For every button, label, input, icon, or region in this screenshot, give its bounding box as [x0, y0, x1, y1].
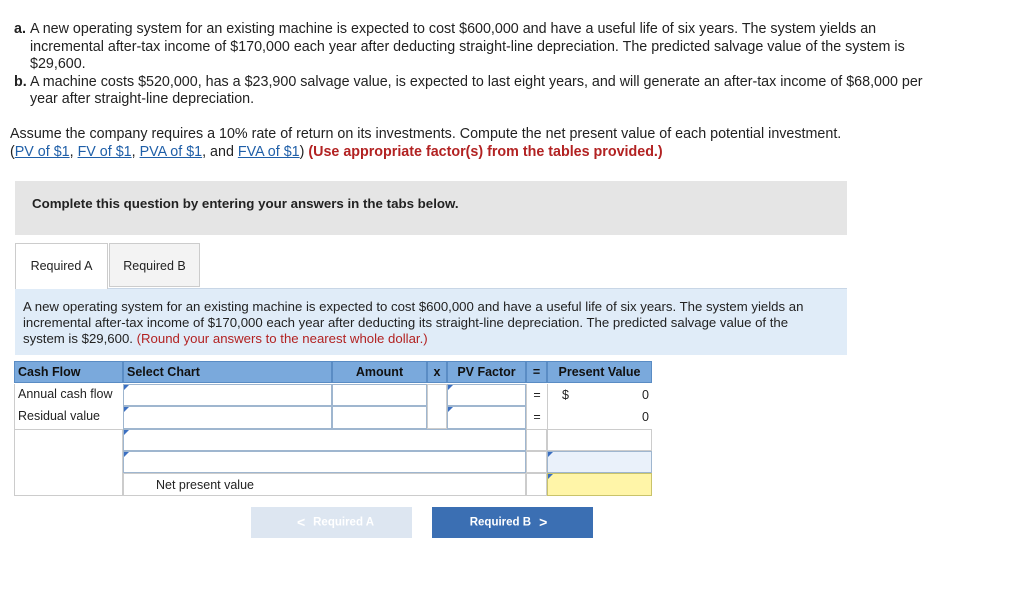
extra-equals-2 [526, 451, 547, 473]
assumption-text [10, 125, 1010, 161]
question-panel [15, 288, 847, 355]
pva-of-1-link[interactable]: PVA of $1 [139, 144, 203, 160]
rounding-note: (Round your answers to the nearest whole dollar.) [136, 331, 428, 346]
next-required-b-button[interactable] [432, 507, 593, 538]
header-equals: = [526, 361, 547, 383]
currency-symbol: $ [562, 388, 569, 402]
header-pv-factor: PV Factor [447, 361, 526, 383]
open-paren: ( [10, 144, 15, 160]
row-label-annual-cash-flow: Annual cash flow [14, 384, 123, 406]
part-b-label: b. [14, 73, 27, 90]
amount-input-residual[interactable] [332, 406, 427, 429]
select-chart-extra-1[interactable] [123, 429, 526, 451]
present-value-residual [547, 406, 652, 429]
select-chart-extra-2[interactable] [123, 451, 526, 473]
next-button-label: Required B [469, 516, 532, 529]
extra-equals-1 [526, 429, 547, 451]
npv-table [14, 361, 652, 496]
npv-total-input[interactable] [547, 473, 652, 496]
dropdown-marker-icon [448, 407, 453, 412]
npv-label: Net present value [123, 473, 526, 496]
chevron-left-icon: < [296, 514, 306, 530]
tab-required-a[interactable]: Required A [15, 243, 108, 289]
dropdown-marker-icon [124, 385, 129, 390]
present-value-residual-amount: 0 [642, 410, 649, 424]
part-a [14, 21, 934, 74]
close-paren: ) [299, 144, 305, 160]
part-a-text: A new operating system for an existing machine is expected to cost $600,000 and have a useful life of six years. The system yields an incremental after-tax income of $170,000 each year after deducting straight-line depreciation. The predicted salvage value of the system is $29,600. [30, 21, 905, 72]
chevron-right-icon: > [539, 514, 548, 530]
dropdown-marker-icon [448, 385, 453, 390]
complete-banner [15, 181, 847, 235]
dropdown-marker-icon [124, 407, 129, 412]
prev-button-label: Required A [313, 516, 375, 529]
problem-statement [14, 21, 934, 109]
table-links [10, 143, 1010, 161]
dropdown-marker-icon [548, 452, 553, 457]
question-text: A new operating system for an existing machine is expected to cost $600,000 and have a useful life of six years. The system yields an incremental after-tax income of $170,000 each year after deducting its straight-line depreciation. The predicted salvage value of the system is $29,600. [23, 299, 804, 346]
extra-pv-1 [547, 429, 652, 451]
present-value-annual [547, 384, 652, 406]
header-amount: Amount [332, 361, 427, 383]
pv-of-1-link[interactable]: PV of $1 [14, 144, 70, 160]
tab-required-b[interactable]: Required B [109, 243, 200, 287]
header-select-chart: Select Chart [123, 361, 332, 383]
pv-factor-input-annual[interactable] [447, 384, 526, 406]
dropdown-marker-icon [124, 430, 129, 435]
part-b [14, 74, 934, 109]
part-a-label: a. [14, 21, 26, 37]
equals-annual: = [526, 384, 547, 406]
extra-pv-input-2[interactable] [547, 451, 652, 473]
header-multiply: x [427, 361, 447, 383]
multiply-spacer [427, 384, 447, 429]
fva-of-1-link[interactable]: FVA of $1 [237, 144, 300, 160]
prev-required-a-button[interactable] [251, 507, 412, 538]
empty-label-cell [14, 429, 123, 496]
link-sep-1: , [69, 144, 78, 160]
complete-banner-text: Complete this question by entering your answers in the tabs below. [32, 196, 459, 211]
assumption-sentence: Assume the company requires a 10% rate of return on its investments. Compute the net present value of each potential investment. [10, 126, 842, 142]
select-chart-residual[interactable] [123, 406, 332, 429]
pv-factor-input-residual[interactable] [447, 406, 526, 429]
header-present-value: Present Value [547, 361, 652, 383]
link-sep-2: , [131, 144, 140, 160]
select-chart-annual[interactable] [123, 384, 332, 406]
row-label-residual-value: Residual value [14, 406, 123, 429]
npv-equals [526, 473, 547, 496]
dropdown-marker-icon [124, 452, 129, 457]
question-text-wrap [23, 299, 833, 347]
part-b-text: A machine costs $520,000, has a $23,900 salvage value, is expected to last eight years, and will generate an after-tax income of $68,000 per year after straight-line depreciation. [30, 73, 923, 107]
equals-residual: = [526, 406, 547, 429]
factor-instruction: (Use appropriate factor(s) from the tables provided.) [308, 144, 663, 160]
fv-of-1-link[interactable]: FV of $1 [77, 144, 132, 160]
link-sep-3: , and [202, 144, 238, 160]
amount-input-annual[interactable] [332, 384, 427, 406]
present-value-annual-amount: 0 [642, 388, 649, 402]
dropdown-marker-icon [548, 474, 553, 479]
header-cash-flow: Cash Flow [14, 361, 123, 383]
